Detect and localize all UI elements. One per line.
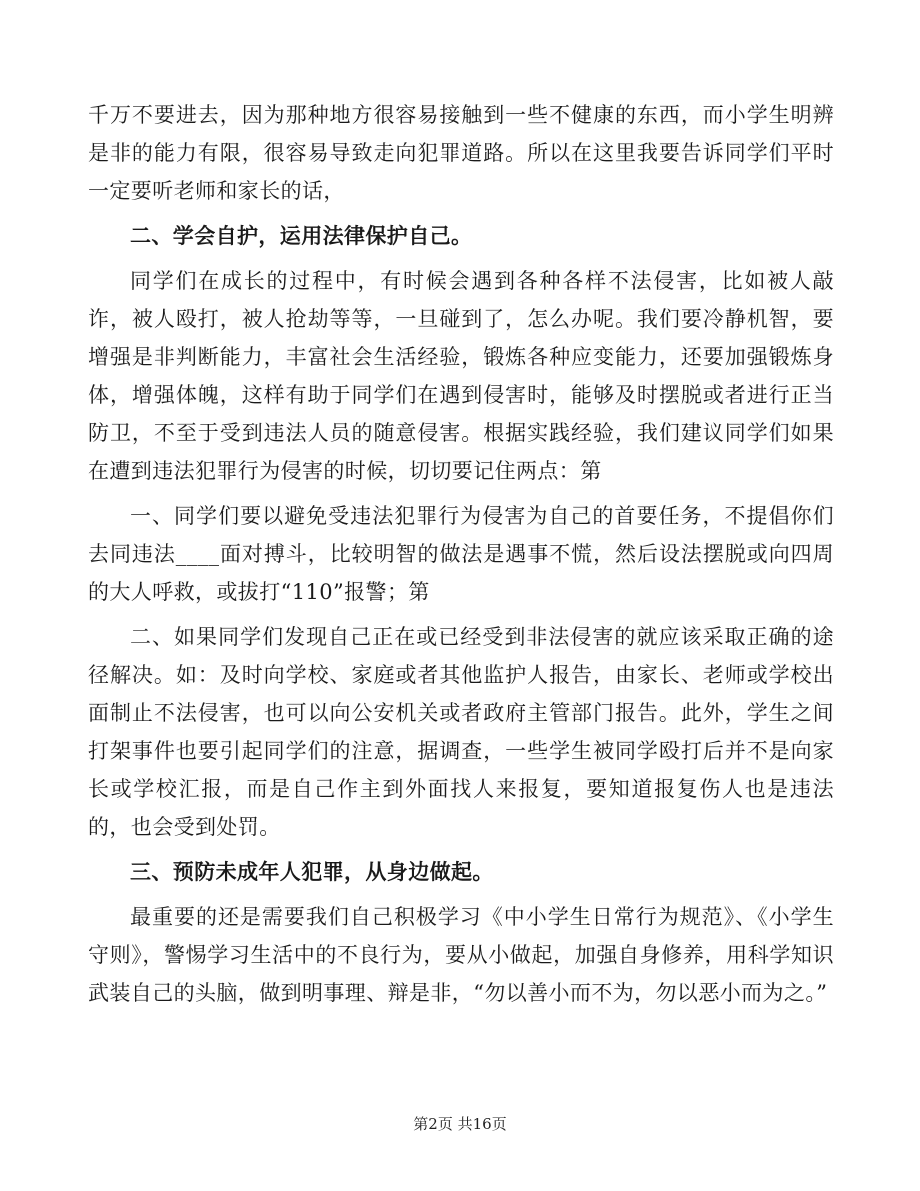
paragraph-continuation: 千万不要进去，因为那种地方很容易接触到一些不健康的东西，而小学生明辨是非的能力有限，很容易导致走向犯罪道路。所以在这里我要告诉同学们平时一定要听老师和家长的话，: [88, 103, 834, 203]
paragraph-start-nearby: 最重要的还是需要我们自己积极学习《中小学生日常行为规范》、《小学生守则》，警惕学习生活中的不良行为，要从小做起，加强自身修养，用科学知识武装自己的头脑，做到明事理、辩是非，“勿以善小而不为，勿以恶小而为之。”: [88, 905, 834, 1005]
document-body: [88, 96, 834, 1012]
section-heading-3: 三、预防未成年人犯罪，从身边做起。: [130, 859, 494, 884]
paragraph-point-two: 二、如果同学们发现自己正在或已经受到非法侵害的就应该采取正确的途径解决。如：及时向学校、家庭或者其他监护人报告，由家长、老师或学校出面制止不法侵害，也可以向公安机关或者政府主管部门报告。此外，学生之间打架事件也要引起同学们的注意，据调查，一些学生被同学殴打后并不是向家长或学校汇报，而是自己作主到外面找人来报复，要知道报复伤人也是违法的，也会受到处罚。: [88, 625, 834, 839]
section-heading-2: 二、学会自护，运用法律保护自己。: [130, 223, 473, 248]
paragraph-point-one: 一、同学们要以避免受违法犯罪行为侵害为自己的首要任务，不提倡你们去同违法____面对搏斗，比较明智的做法是遇事不慌，然后设法摆脱或向四周的大人呼救，或拔打“110”报警；第: [88, 504, 834, 604]
page-number: 第2页 共16页: [413, 1115, 507, 1133]
paragraph-self-protection: 同学们在成长的过程中，有时候会遇到各种各样不法侵害，比如被人敲诈，被人殴打，被人抢劫等等，一旦碰到了，怎么办呢。我们要冷静机智，要增强是非判断能力，丰富社会生活经验，锻炼各种应变能力，还要加强锻炼身体，增强体魄，这样有助于同学们在遇到侵害时，能够及时摆脱或者进行正当防卫，不至于受到违法人员的随意侵害。根据实践经验，我们建议同学们如果在遭到违法犯罪行为侵害的时候，切切要记住两点：第: [88, 269, 834, 483]
